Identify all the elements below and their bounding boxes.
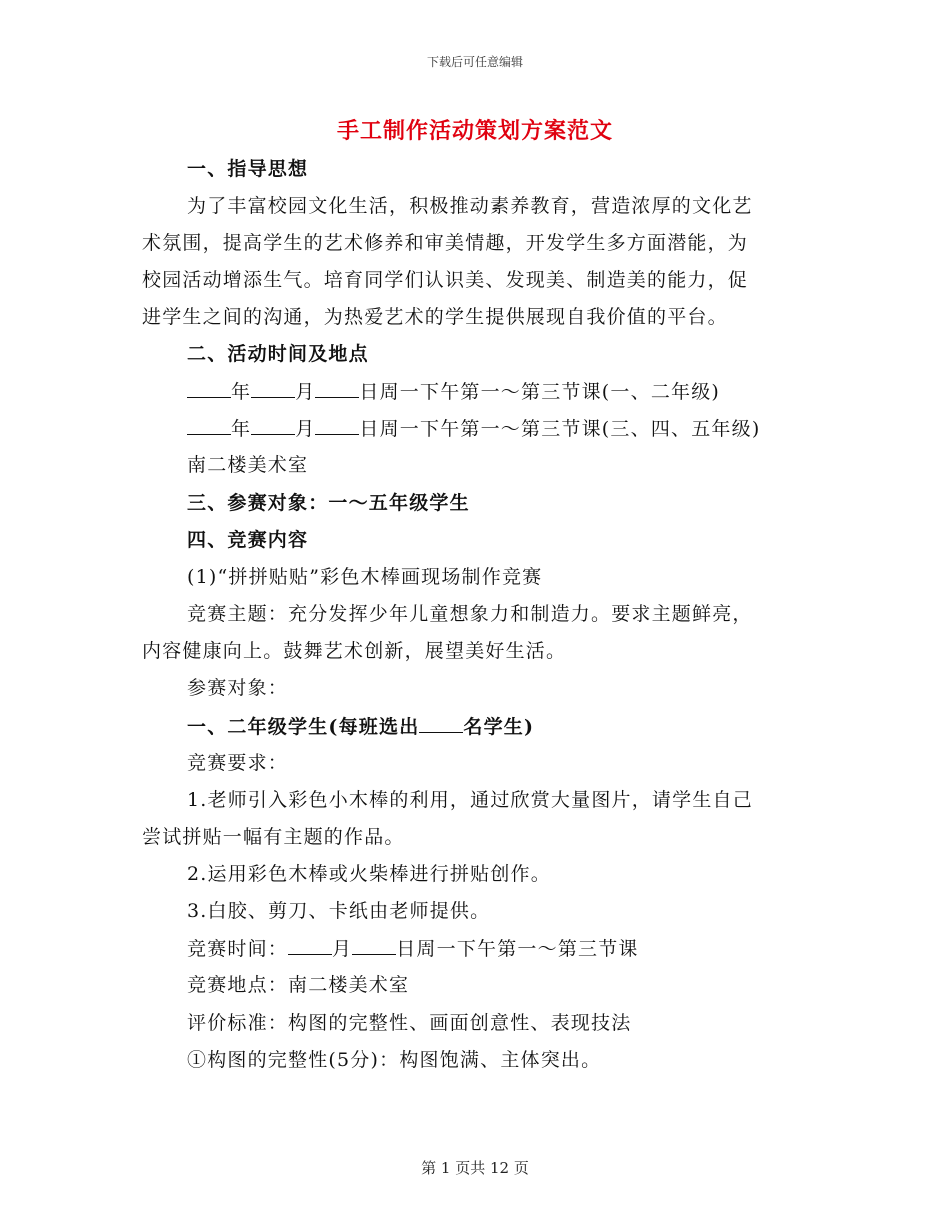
paragraph-line: 竞赛主题：充分发挥少年儿童想象力和制造力。要求主题鲜亮， [187,603,753,625]
paragraph-line: 竞赛要求： [187,752,289,774]
blank-field [315,379,359,398]
paragraph-line: 评价标准：构图的完整性、画面创意性、表现技法 [187,1012,632,1034]
schedule-line: 年 月 日周一下午第一～第三节课(一、二年级) [187,379,802,404]
blank-field [288,936,332,955]
blank-field [187,416,231,435]
blank-field [187,379,231,398]
blank-field [419,714,463,733]
paragraph-line: 3.白胶、剪刀、卡纸由老师提供。 [187,900,491,922]
document-title: 手工制作活动策划方案范文 [336,118,613,144]
section-heading: 一、二年级学生(每班选出 名学生) [187,716,535,738]
schedule-line: 竞赛时间： 月 日周一下午第一～第三节课 [187,938,639,960]
paragraph-line: 竞赛地点：南二楼美术室 [187,974,410,996]
section-heading: 一、指导思想 [187,158,309,180]
paragraph-line: (1)“拼拼贴贴”彩色木棒画现场制作竞赛 [187,566,543,588]
paragraph-line: 术氛围，提高学生的艺术修养和审美情趣，开发学生多方面潜能，为 [142,232,749,254]
paragraph-line: 参赛对象： [187,677,289,699]
blank-field [251,379,295,398]
page-footer: 第 1 页共 12 页 [421,1159,529,1177]
section-heading: 四、竞赛内容 [187,529,309,551]
schedule-line: 年 月 日周一下午第一～第三节课(三、四、五年级) [187,416,802,441]
blank-field [251,416,295,435]
paragraph-line: 南二楼美术室 [187,454,309,476]
paragraph-line: 2.运用彩色木棒或火柴棒进行拼贴创作。 [187,863,551,885]
paragraph-line: ①构图的完整性(5分)：构图饱满、主体突出。 [187,1049,602,1071]
blank-field [352,936,396,955]
paragraph-line: 进学生之间的沟通，为热爱艺术的学生提供展现自我价值的平台。 [142,306,728,328]
paragraph-line: 1.老师引入彩色小木棒的利用，通过欣赏大量图片，请学生自己 [187,789,753,811]
section-heading: 二、活动时间及地点 [187,343,369,365]
blank-field [315,416,359,435]
paragraph-line: 内容健康向上。鼓舞艺术创新，展望美好生活。 [142,640,567,662]
paragraph-line: 尝试拼贴一幅有主题的作品。 [142,826,405,848]
paragraph-line: 为了丰富校园文化生活，积极推动素养教育，营造浓厚的文化艺 [187,195,753,217]
page-header: 下载后可任意编辑 [426,55,523,69]
section-heading: 三、参赛对象：一～五年级学生 [187,492,470,514]
paragraph-line: 校园活动增添生气。培育同学们认识美、发现美、制造美的能力，促 [142,269,749,291]
